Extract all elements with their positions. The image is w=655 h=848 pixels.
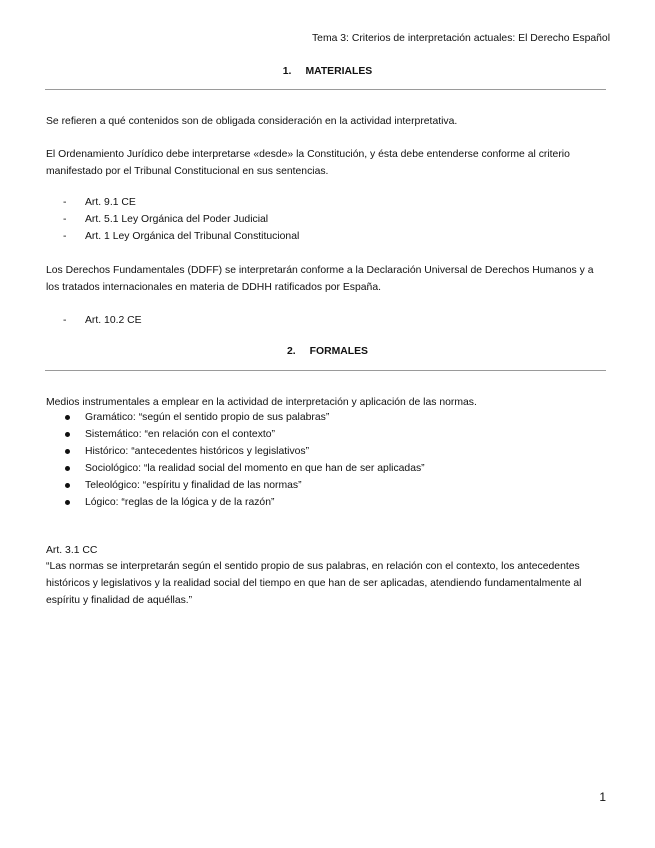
- section-number: 1.: [282, 66, 292, 77]
- list-item: [63, 426, 425, 443]
- list-item-label: Lógico: “reglas de la lógica y de la razón”: [85, 497, 275, 508]
- criteria-list: [63, 409, 425, 511]
- list-item-label: Teleológico: “espíritu y finalidad de las normas”: [85, 480, 302, 491]
- paragraph-line: El Ordenamiento Jurídico debe interpretarse «desde» la Constitución, y ésta debe entenderse conforme al criterio: [46, 149, 570, 160]
- list-item: [63, 194, 299, 211]
- list-item: [63, 443, 425, 460]
- list-item: [63, 312, 142, 329]
- dash-bullet: -: [63, 315, 67, 326]
- quote-line: espíritu y finalidad de aquéllas.”: [46, 595, 193, 606]
- dash-bullet: -: [63, 197, 67, 208]
- list-item: [63, 228, 299, 245]
- list-item-label: Art. 10.2 CE: [85, 315, 142, 326]
- quote-line: históricos y legislativos y la realidad social del tiempo en que han de ser aplicadas, atendiendo fundamentalmente al: [46, 578, 582, 589]
- list-item: [63, 460, 425, 477]
- dash-bullet: -: [63, 231, 67, 242]
- paragraph-intro-formales: Medios instrumentales a emplear en la actividad de interpretación y aplicación de las normas.: [46, 397, 477, 408]
- paragraph-line: Los Derechos Fundamentales (DDFF) se interpretarán conforme a la Declaración Universal de Derechos Humanos y a: [46, 265, 594, 276]
- bullet-dot: [65, 415, 70, 420]
- paragraph-intro-materiales: Se refieren a qué contenidos son de obligada consideración en la actividad interpretativa.: [46, 116, 458, 127]
- document-header-title: Tema 3: Criterios de interpretación actuales: El Derecho Español: [311, 33, 610, 44]
- paragraph-line: los tratados internacionales en materia de DDHH ratificados por España.: [46, 282, 381, 293]
- list-item-label: Art. 9.1 CE: [85, 197, 136, 208]
- bullet-dot: [65, 483, 70, 488]
- list-item: [63, 477, 425, 494]
- quote-line: “Las normas se interpretarán según el sentido propio de sus palabras, en relación con el contexto, los antecedentes: [46, 561, 580, 572]
- list-item-label: Art. 1 Ley Orgánica del Tribunal Constitucional: [85, 231, 300, 242]
- list-item-label: Gramático: “según el sentido propio de sus palabras”: [85, 412, 330, 423]
- list-item-label: Sociológico: “la realidad social del momento en que han de ser aplicadas”: [85, 463, 425, 474]
- bullet-dot: [65, 500, 70, 505]
- section-number: 2.: [287, 346, 296, 357]
- list-item: [63, 409, 425, 426]
- list-item: [63, 494, 425, 511]
- bullet-dot: [65, 449, 70, 454]
- article-list: [63, 312, 142, 329]
- section-heading-formales: [0, 345, 655, 359]
- article-quote: [46, 558, 606, 609]
- section-divider: [45, 89, 606, 90]
- section-title: FORMALES: [309, 346, 368, 357]
- article-reference: Art. 3.1 CC: [46, 545, 98, 556]
- paragraph-derechos-fundamentales: [46, 262, 606, 296]
- paragraph-ordenamiento: [46, 146, 606, 180]
- section-title: MATERIALES: [305, 66, 373, 77]
- list-item-label: Histórico: “antecedentes históricos y legislativos”: [85, 446, 310, 457]
- list-item-label: Art. 5.1 Ley Orgánica del Poder Judicial: [85, 214, 269, 225]
- section-heading-materiales: [0, 65, 655, 79]
- section-divider: [45, 370, 606, 371]
- bullet-dot: [65, 432, 70, 437]
- bullet-dot: [65, 466, 70, 471]
- dash-bullet: -: [63, 214, 67, 225]
- page-number: 1: [599, 790, 606, 805]
- list-item: [63, 211, 299, 228]
- article-list: [63, 194, 299, 245]
- list-item-label: Sistemático: “en relación con el contexto”: [85, 429, 276, 440]
- paragraph-line: manifestado por el Tribunal Constitucional en sus sentencias.: [46, 166, 329, 177]
